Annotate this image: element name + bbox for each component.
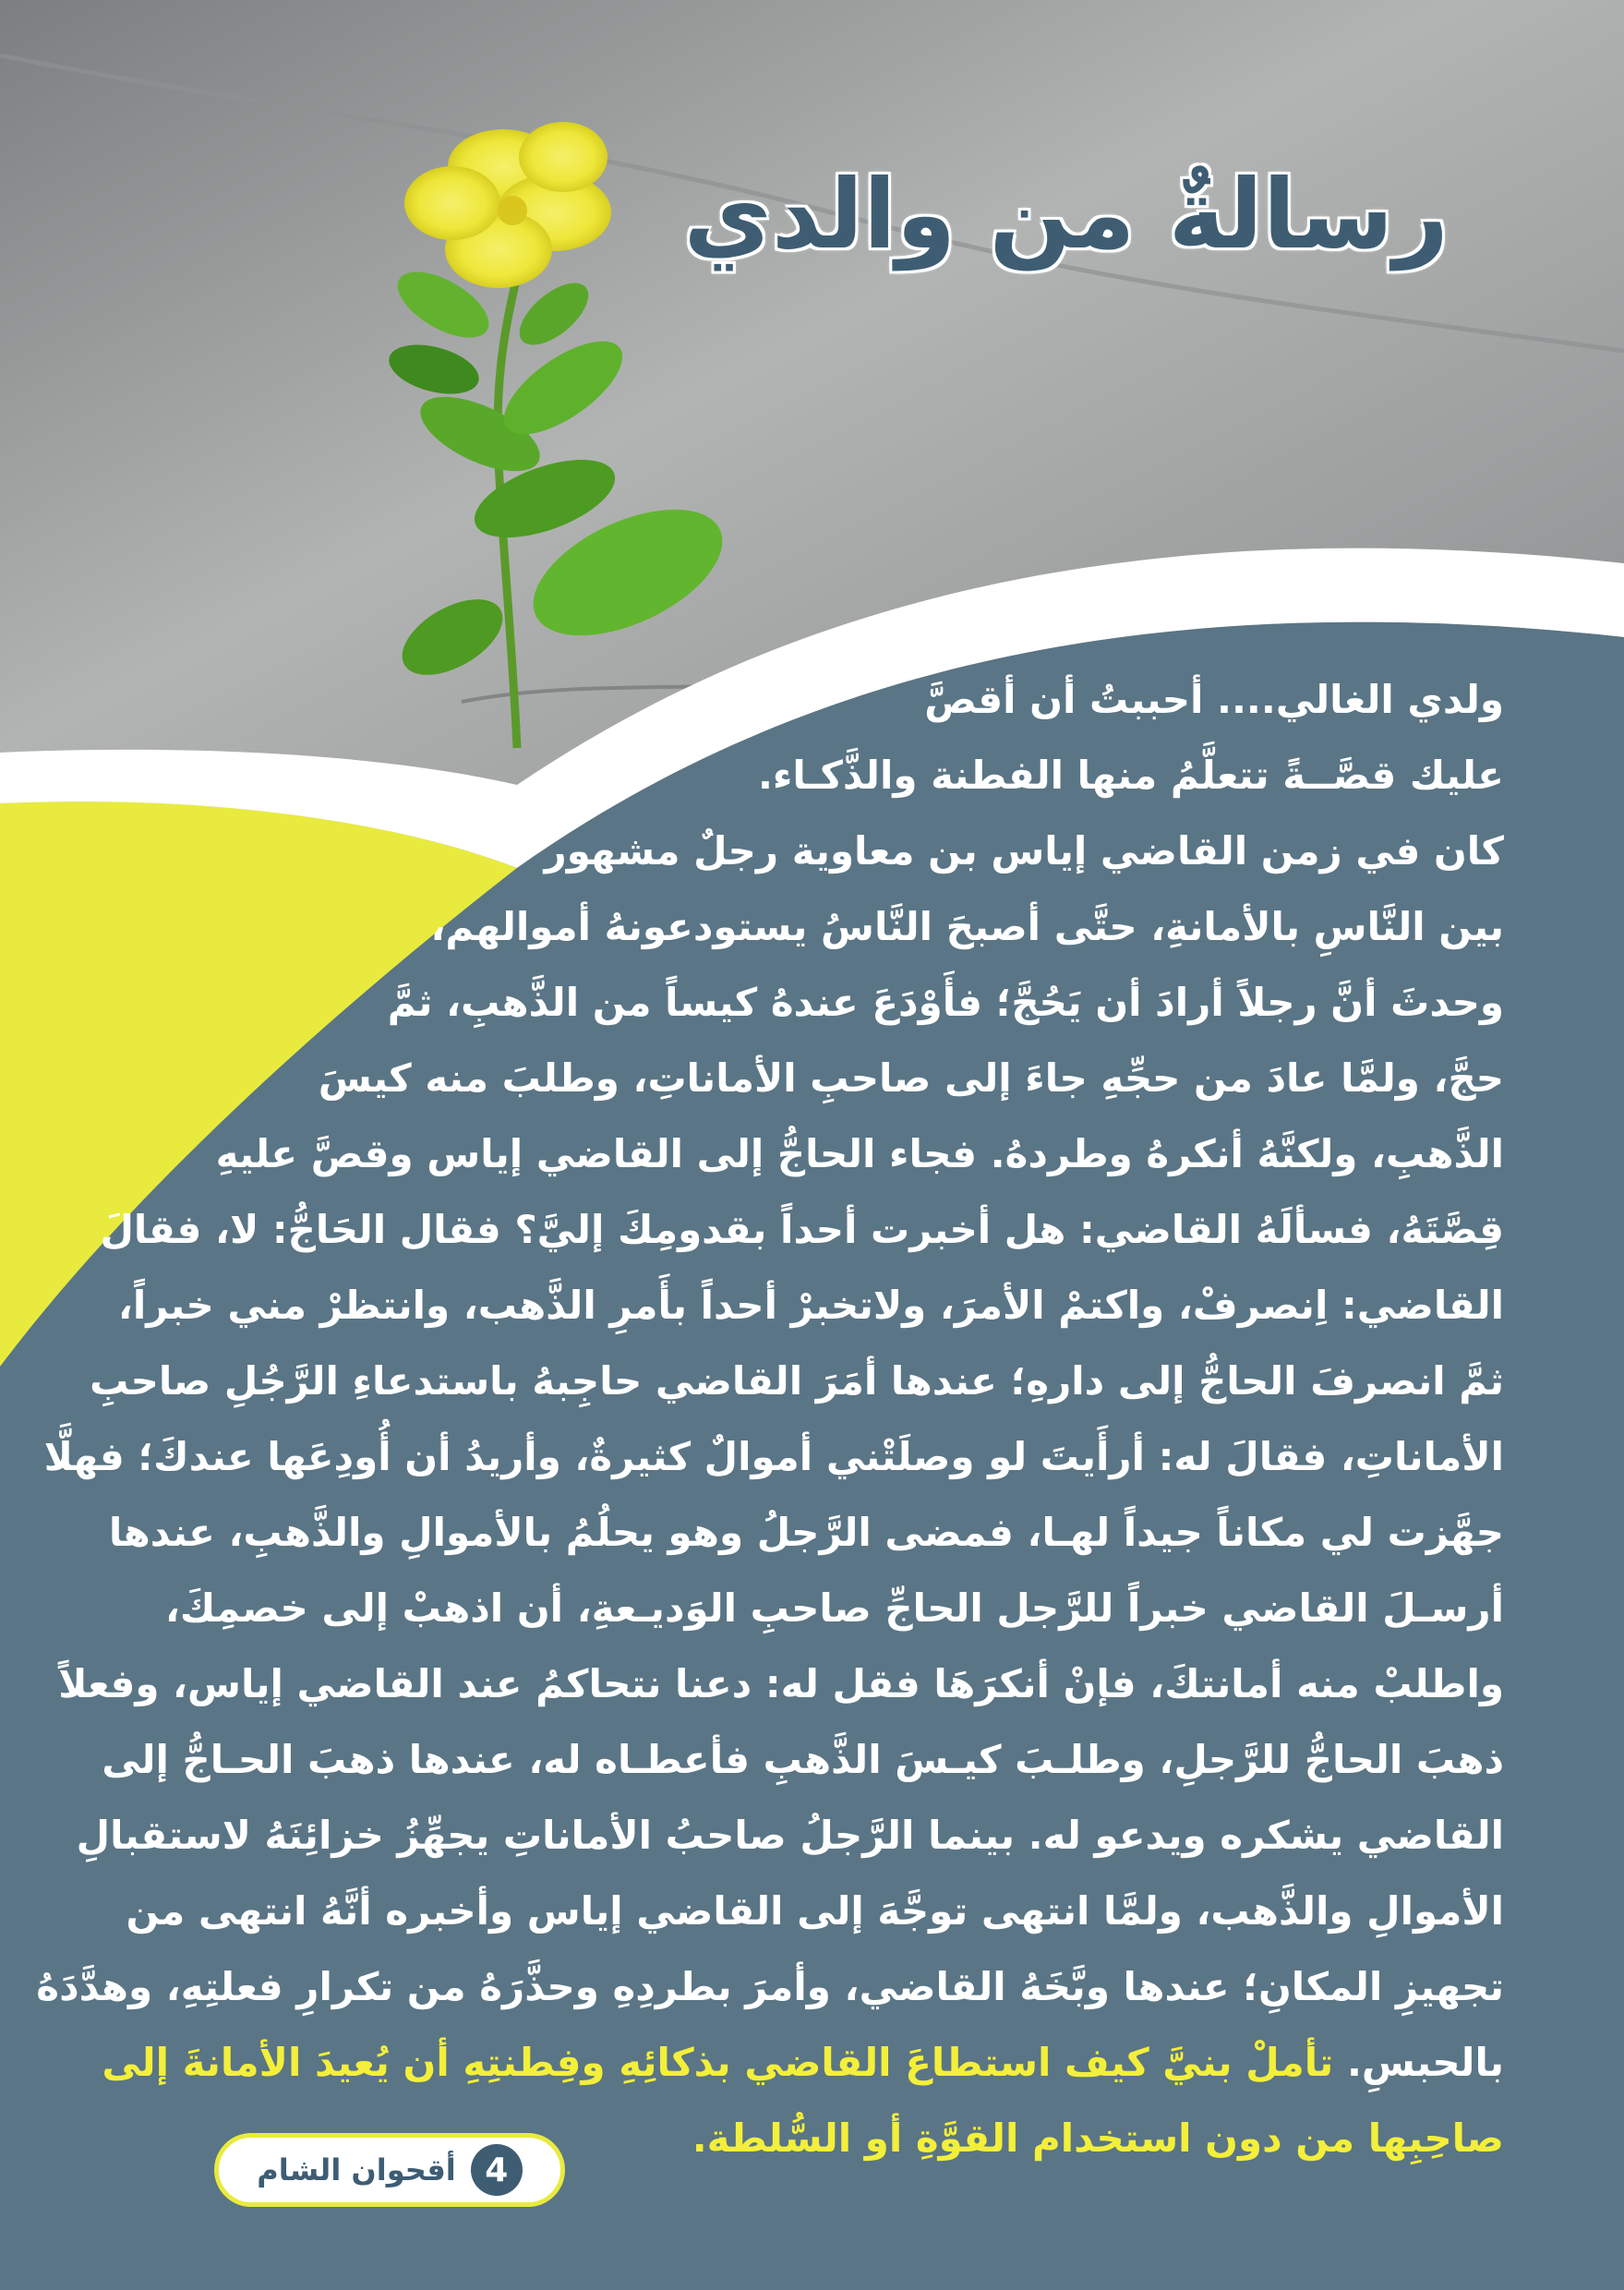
story-line: ثمَّ انصرفَ الحاجُّ إلى دارهِ؛ عندها أمَرَ القاضي حاجِبهُ باستدعاءِ الرَّجُلِ صاحبِ: [90, 1358, 1504, 1404]
story-line: تجهيزِ المكانِ؛ عندها وبَّخَهُ القاضي، وأمرَ بطردِهِ وحذَّرَهُ من تكرارِ فعلتِهِ، وهدَّدَهُ: [36, 1964, 1504, 2009]
story-line: قِصَّتَهُ، فسألَهُ القاضي: هل أخبرت أحداً بقدومِكَ إليَّ؟ فقال الحَاجُّ: لا، فقالَ: [100, 1207, 1504, 1252]
story-line: القاضي يشكره ويدعو له. بينما الرَّجلُ صاحبُ الأماناتِ يجهِّزُ خزائِنَهُ لاستقبالِ: [76, 1813, 1504, 1858]
story-line: عليك قصَّــةً تتعلَّمُ منها الفطنة والذَّكـاء.: [757, 753, 1504, 798]
lesson-text-end: صاحِبِها من دون استخدام القوَّةِ أو السُّلطة.: [692, 2115, 1504, 2161]
magazine-name: أقحوان الشام: [257, 2152, 456, 2188]
story-line: بين النَّاسِ بالأمانةِ، حتَّى أصبحَ النَّاسُ يستودعونهُ أموالهم،: [430, 904, 1504, 949]
story-line: واطلبْ منه أمانتكَ، فإنْ أنكرَهَا فقل له: دعنا نتحاكمُ عند القاضي إياس، وفعلاً: [58, 1661, 1504, 1706]
story-line: وحدثَ أنَّ رجلاً أرادَ أن يَحُجَّ؛ فأَوْدَعَ عندهُ كيساً من الذَّهبِ، ثمَّ: [387, 980, 1504, 1025]
story-line: ولدي الغالي.... أحببتُ أن أقصَّ: [924, 677, 1504, 722]
page-title: رسالةٌ من والدي: [683, 158, 1449, 271]
story-line-end: بالحبسِ.: [1346, 2040, 1504, 2085]
story-line: أرسـلَ القاضي خبراً للرَّجل الحاجِّ صاحبِ الوَديـعةِ، أن اذهبْ إلى خصمِكَ،: [164, 1585, 1504, 1631]
story-line: حجَّ، ولمَّا عادَ من حجِّهِ جاءَ إلى صاحبِ الأماناتِ، وطلبَ منه كيسَ: [318, 1055, 1504, 1101]
page-number: 4: [471, 2144, 523, 2196]
story-line: القاضي: اِنصرفْ، واكتمْ الأمرَ، ولاتخبرْ أحداً بأَمرِ الذَّهب، وانتظرْ مني خبراً،: [117, 1283, 1504, 1328]
lesson-text-start: تأملْ بنيَّ كيف استطاعَ القاضي بذكائِهِ وفِطنتِهِ أن يُعيدَ الأمانةَ إلى: [102, 2040, 1334, 2085]
story-body: [0, 679, 1624, 2193]
story-line: ذهبَ الحاجُّ للرَّجلِ، وطلـبَ كيـسَ الذَّهبِ فأعطـاه له، عندها ذهبَ الحـاجُّ إلى: [102, 1737, 1504, 1782]
story-line: جهَّزت لي مكاناً جيداً لهـا، فمضى الرَّجلُ وهو يحلُمُ بالأموالِ والذَّهبِ، عندها: [108, 1510, 1504, 1555]
story-line: الذَّهبِ، ولكنَّهُ أنكرهُ وطردهُ. فجاء الحاجُّ إلى القاضي إياس وقصَّ عليهِ: [215, 1131, 1504, 1176]
page-number-badge: [214, 2133, 565, 2207]
story-closing-line: [102, 2042, 1504, 2084]
story-line: كان في زمن القاضي إياس بن معاوية رجلٌ مشهور: [544, 828, 1504, 874]
story-line: الأماناتِ، فقالَ له: أرأَيتَ لو وصلَتْني أموالٌ كثيرةٌ، وأريدُ أن أُودِعَها عندكَ؛ فهلَّا: [43, 1434, 1504, 1479]
story-line: الأموالِ والذَّهب، ولمَّا انتهى توجَّهَ إلى القاضي إياس وأخبره أنَّهُ انتهى من: [126, 1888, 1504, 1934]
